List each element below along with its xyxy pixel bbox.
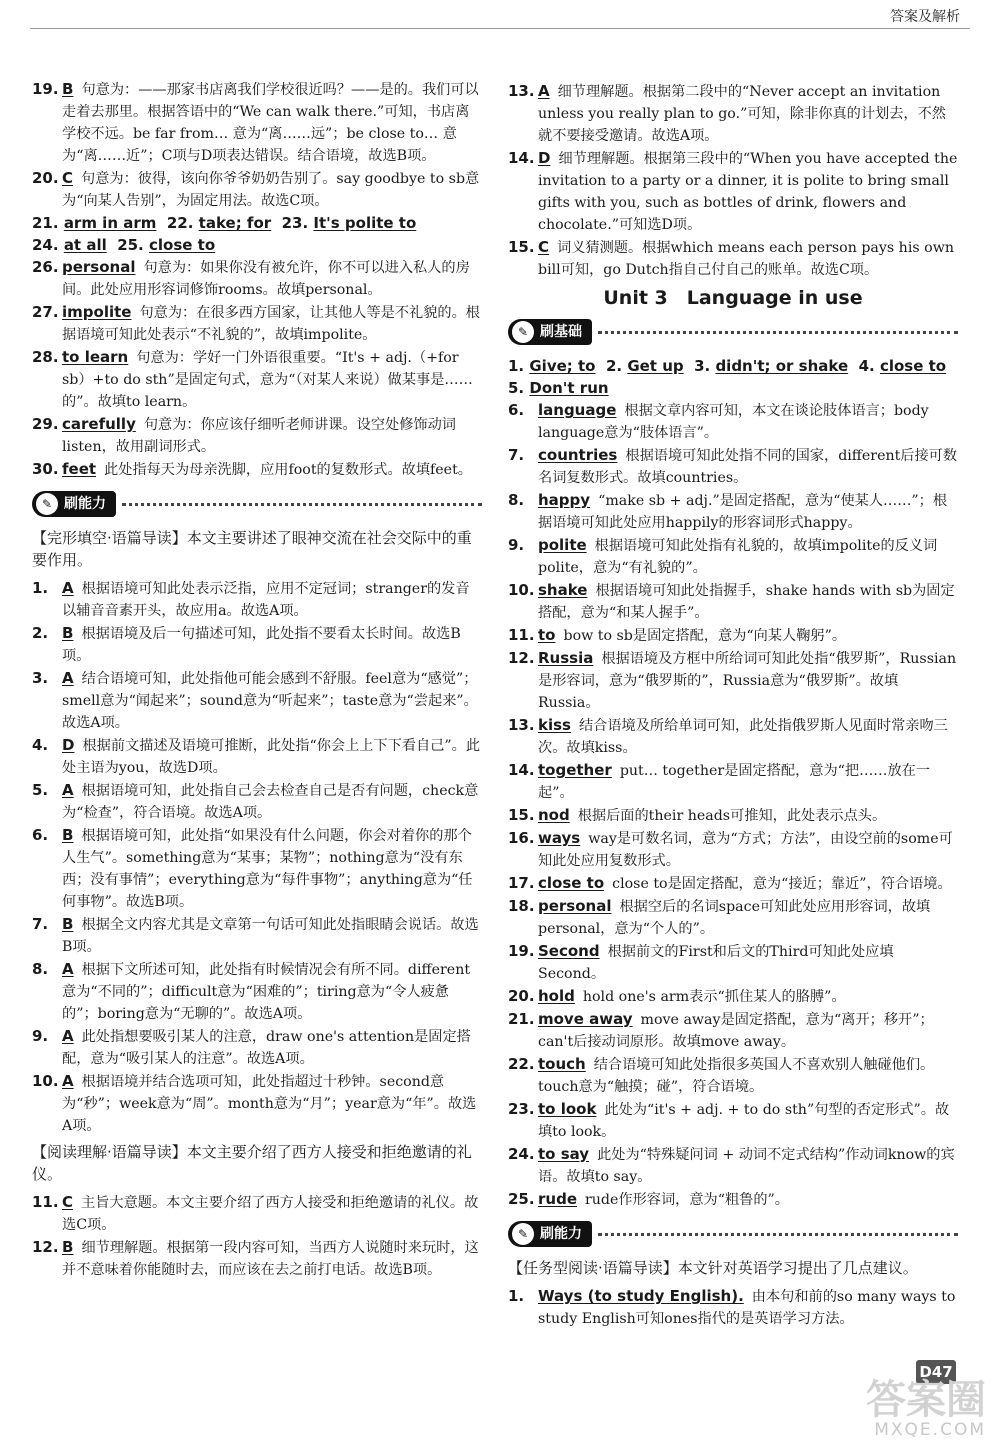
answer-number: 13. xyxy=(508,716,535,734)
answer-entry xyxy=(32,1236,482,1281)
answer-entry xyxy=(32,78,482,167)
answer-entry xyxy=(508,534,958,579)
answer-number: 25. xyxy=(508,1190,535,1208)
answer: impolite xyxy=(62,303,132,321)
answer: C xyxy=(62,169,74,187)
answer: B xyxy=(62,915,74,933)
entry-list xyxy=(32,577,482,1137)
entry-list xyxy=(508,399,958,1211)
answer: touch xyxy=(538,1055,586,1073)
answer-number: 29. xyxy=(32,415,59,433)
explanation: 根据语境可知此处指握手，shake hands with sb为固定搭配，意为“和某人握手”。 xyxy=(538,583,955,621)
answer-entry xyxy=(508,147,958,236)
answer-number: 16. xyxy=(508,829,535,847)
answer: nod xyxy=(538,806,570,824)
answer: personal xyxy=(538,897,612,915)
answer-entry xyxy=(508,80,958,147)
answer-number: 3. xyxy=(32,669,49,687)
answer-entry xyxy=(508,895,958,940)
answer-entry xyxy=(508,1188,958,1211)
answer-entry xyxy=(508,624,958,647)
explanation: 根据语境可知此处表示泛指，应用不定冠词；stranger的发音以辅音音素开头，故应用a。故选A项。 xyxy=(62,581,470,619)
answer-number: 6. xyxy=(508,401,525,419)
answer-number: 15. xyxy=(508,806,535,824)
explanation: 根据前文描述及语境可推断，此处指“你会上上下下看自己”。此处主语为you，故选D项。 xyxy=(62,738,481,776)
answer: to learn xyxy=(62,348,129,366)
explanation: rude作形容词，意为“粗鲁的”。 xyxy=(585,1192,789,1208)
explanation: 由本句和前的so many ways to study English可知ones指代的是英语学习方法。 xyxy=(538,1289,956,1327)
explanation: way是可数名词，意为“方式；方法”，由设空前的some可知此处应用复数形式。 xyxy=(538,831,953,869)
entry-list xyxy=(32,78,482,212)
answer: Second xyxy=(538,942,600,960)
answer-entry xyxy=(508,1285,958,1330)
section-label: 刷基础 xyxy=(540,324,582,340)
explanation: 词义猜测题。根据which means each person pays his own bill可知，go Dutch指自己付自己的账单。故选C项。 xyxy=(538,240,954,278)
answer: B xyxy=(62,826,74,844)
reading-guide: 【阅读理解·语篇导读】本文主要介绍了西方人接受和拒绝邀请的礼仪。 xyxy=(32,1143,472,1183)
answer-number: 25. xyxy=(117,236,144,254)
answer-entry xyxy=(32,1025,482,1070)
answer-entry xyxy=(508,1008,958,1053)
answer: C xyxy=(538,238,550,256)
answer-number: 22. xyxy=(508,1055,535,1073)
answer: Ways (to study English). xyxy=(538,1287,744,1305)
answer-entry xyxy=(32,413,482,458)
explanation: move away是固定搭配，意为“离开；移开”；can't后接动词原形。故填move away。 xyxy=(538,1012,934,1050)
answer: to look xyxy=(538,1100,597,1118)
answer: to say xyxy=(538,1145,590,1163)
explanation: 细节理解题。根据第一段内容可知，当西方人说随时来玩时，这并不意味着你能随时去，而应该在去之前打电话。故选B项。 xyxy=(62,1240,479,1278)
answer-number: 8. xyxy=(508,491,525,509)
answer-entry xyxy=(32,577,482,622)
answer-entry xyxy=(32,167,482,212)
answer-number: 18. xyxy=(508,897,535,915)
answer: D xyxy=(538,149,551,167)
answer-entry xyxy=(508,714,958,759)
answer-number: 2. xyxy=(605,357,623,375)
answer-number: 22. xyxy=(166,214,194,232)
answer-entry xyxy=(508,399,958,444)
explanation: 根据前文的First和后文的Third可知此处应填Second。 xyxy=(538,944,894,982)
answer-number: 30. xyxy=(32,460,59,478)
right-column xyxy=(508,80,958,1330)
answer-entry xyxy=(508,985,958,1008)
answer-entry xyxy=(508,827,958,872)
answer-entry xyxy=(32,824,482,913)
explanation: 结合语境及所给单词可知，此处指俄罗斯人见面时常亲吻三次。故填kiss。 xyxy=(538,718,948,756)
answer-number: 5. xyxy=(32,781,49,799)
answer: B xyxy=(62,1238,74,1256)
explanation: 句意为：在很多西方国家，让其他人等是不礼貌的。根据语境可知此处表示“不礼貌的”，故填impolite。 xyxy=(62,305,480,343)
explanation: 根据全文内容尤其是文章第一句话可知此处指眼睛会说话。故选B项。 xyxy=(62,917,479,955)
watermark xyxy=(796,1377,986,1440)
section-label: 刷能力 xyxy=(64,496,106,512)
explanation: 根据语境可知，此处指自己会去检查自己是否有问题，check意为“检查”，符合语境。故选A项。 xyxy=(62,783,479,821)
answer-number: 24. xyxy=(508,1145,535,1163)
multi-answers xyxy=(32,212,482,234)
answer: A xyxy=(62,960,74,978)
answer: countries xyxy=(538,446,618,464)
explanation: 根据语境可知，此处指“如果没有什么问题，你会对着你的那个人生气”。something意为“某事；某物”；nothing意为“没有东西；没有事情”；everything意为“每件事物”；anything意为“任何事物”。故选B项。 xyxy=(62,828,473,910)
answer: together xyxy=(538,761,612,779)
answer-number: 1. xyxy=(32,579,49,597)
answer-number: 17. xyxy=(508,874,535,892)
answer: close to xyxy=(879,357,947,375)
answer: Get up xyxy=(627,357,684,375)
reading-guide: 【完形填空·语篇导读】本文主要讲述了眼神交流在社会交际中的重要作用。 xyxy=(32,529,472,569)
answer: kiss xyxy=(538,716,571,734)
answer: Don't run xyxy=(529,379,609,397)
answer-number: 12. xyxy=(508,649,535,667)
answer-entry xyxy=(32,346,482,413)
answer-entry xyxy=(32,458,482,481)
answer: take; for xyxy=(198,214,272,232)
answer-entry xyxy=(32,1070,482,1137)
answer-number: 11. xyxy=(32,1193,59,1211)
explanation: 此处指想要吸引某人的注意，draw one's attention是固定搭配，意为“吸引某人的注意”。故选A项。 xyxy=(62,1029,471,1067)
answer-number: 26. xyxy=(32,258,59,276)
answer-entry xyxy=(508,1053,958,1098)
explanation: 根据下文所述可知，此处指有时候情况会有所不同。different意为“不同的”；difficult意为“困难的”；tiring意为“令人疲惫的”；boring意为“无聊的”。故选A项。 xyxy=(62,962,471,1022)
explanation: 此处指每天为母亲洗脚，应用foot的复数形式。故填feet。 xyxy=(104,462,472,478)
answer-number: 14. xyxy=(508,149,535,167)
answer: A xyxy=(62,1027,74,1045)
answer-entry xyxy=(508,1143,958,1188)
entry-list xyxy=(508,80,958,281)
answer: rude xyxy=(538,1190,577,1208)
left-column xyxy=(32,78,482,1281)
answer-entry xyxy=(508,804,958,827)
answer-number: 8. xyxy=(32,960,49,978)
answer-entry xyxy=(508,759,958,804)
answer-number: 19. xyxy=(508,942,535,960)
explanation: 主旨大意题。本文主要介绍了西方人接受和拒绝邀请的礼仪。故选C项。 xyxy=(62,1195,479,1233)
explanation: 结合语境可知此处指很多英国人不喜欢别人触碰他们。touch意为“触摸；碰”，符合语境。 xyxy=(538,1057,935,1095)
answer: A xyxy=(62,669,74,687)
answer-number: 9. xyxy=(32,1027,49,1045)
section-badge xyxy=(32,491,116,517)
explanation: “make sb + adj.”是固定搭配，意为“使某人……”；根据语境可知此处应用happily的形容词形式happy。 xyxy=(538,493,948,531)
answer: hold xyxy=(538,987,575,1005)
answer: A xyxy=(62,1072,74,1090)
answer-entry xyxy=(32,779,482,824)
answer: Russia xyxy=(538,649,594,667)
section-badge xyxy=(508,319,592,345)
explanation: 根据语境可知此处指有礼貌的，故填impolite的反义词polite，意为“有礼貌的”。 xyxy=(538,538,938,576)
section-header-basic xyxy=(508,317,958,347)
entry-list xyxy=(32,1191,482,1281)
entry-list xyxy=(508,1285,958,1330)
explanation: 句意为：学好一门外语很重要。“It's + adj.（+for sb）+to do sth”是固定句式，意为“（对某人来说）做某事是……的”。故填to learn。 xyxy=(62,350,473,410)
answer-entry xyxy=(508,872,958,895)
answer-entry xyxy=(508,940,958,985)
answer-number: 23. xyxy=(508,1100,535,1118)
answer-entry xyxy=(32,301,482,346)
answer-number: 2. xyxy=(32,624,49,642)
answer: B xyxy=(62,624,74,642)
answer-entry xyxy=(32,958,482,1025)
multi-answers xyxy=(508,377,958,399)
answer: personal xyxy=(62,258,136,276)
answer-number: 7. xyxy=(508,446,525,464)
answer-number: 13. xyxy=(508,82,535,100)
section-badge xyxy=(508,1221,592,1247)
header-rule xyxy=(30,28,970,29)
answer-number: 21. xyxy=(32,214,59,232)
explanation: 根据语境并结合选项可知，此处指超过十秒钟。second意为“秒”；week意为“周”。month意为“月”；year意为“年”。故选A项。 xyxy=(62,1074,477,1134)
answer-entry xyxy=(32,622,482,667)
answer-number: 10. xyxy=(32,1072,59,1090)
brush-icon: ✎ xyxy=(512,1223,534,1245)
answer: D xyxy=(62,736,75,754)
dotted-rule xyxy=(598,331,958,334)
answer-number: 27. xyxy=(32,303,59,321)
reading-guide: 【任务型阅读·语篇导读】本文针对英语学习提出了几点建议。 xyxy=(508,1259,918,1277)
answer-number: 3. xyxy=(694,357,711,375)
answer: B xyxy=(62,80,74,98)
answer: language xyxy=(538,401,617,419)
answer-number: 28. xyxy=(32,348,59,366)
answer-number: 4. xyxy=(858,357,875,375)
answer-number: 15. xyxy=(508,238,535,256)
explanation: 根据后面的their heads可推知，此处表示点头。 xyxy=(577,808,887,824)
explanation: bow to sb是固定搭配，意为“向某人鞠躬”。 xyxy=(563,628,847,644)
answer-number: 24. xyxy=(32,236,59,254)
explanation: 句意为：你应该仔细听老师讲课。设空处修饰动词listen，故用副词形式。 xyxy=(62,417,456,455)
dotted-rule xyxy=(122,503,482,506)
answer-number: 14. xyxy=(508,761,535,779)
header-title: 答案及解析 xyxy=(890,9,960,25)
answer-number: 19. xyxy=(32,80,59,98)
page-number: D47 xyxy=(916,1360,956,1384)
answer: A xyxy=(62,579,74,597)
answer-number: 11. xyxy=(508,626,535,644)
answer: carefully xyxy=(62,415,136,433)
explanation: 结合语境可知，此处指他可能会感到不舒服。feel意为“感觉”；smell意为“闻起来”；sound意为“听起来”；taste意为“尝起来”。故选A项。 xyxy=(62,671,478,731)
explanation: 句意为：如果你没有被允许，你不可以进入私人的房间。此处应用形容词修饰rooms。故填personal。 xyxy=(62,260,470,298)
explanation: close to是固定搭配，意为“接近；靠近”，符合语境。 xyxy=(612,876,952,892)
multi-answers xyxy=(508,355,958,377)
answer-number: 6. xyxy=(32,826,49,844)
answer-number: 12. xyxy=(32,1238,59,1256)
answer: happy xyxy=(538,491,591,509)
multi-answers xyxy=(32,234,482,256)
explanation: 句意为：——那家书店离我们学校很近吗？——是的。我们可以走着去那里。根据答语中的“We can walk there.”可知，书店离学校不远。be far from… 意为“离……远”；be close to… 意为“离……近”；C项与D项表达错误。结合语境，故选B项。 xyxy=(62,82,479,164)
answer: Give; to xyxy=(529,357,596,375)
brush-icon: ✎ xyxy=(36,493,58,515)
answer-number: 1. xyxy=(508,1287,525,1305)
explanation: hold one's arm表示“抓住某人的胳膊”。 xyxy=(582,989,846,1005)
answer: shake xyxy=(538,581,588,599)
explanation: 根据语境可知此处指不同的国家，different后接可数名词复数形式。故填countries。 xyxy=(538,448,958,486)
answer-number: 20. xyxy=(508,987,535,1005)
answer: move away xyxy=(538,1010,633,1028)
explanation: 细节理解题。根据第三段中的“When you have accepted the invitation to a party or a dinner, it is polite to bring small gifts with you, such as bottles of drink, flowers and chocolate.”可知选D项。 xyxy=(538,151,958,233)
answer-number: 4. xyxy=(32,736,49,754)
answer: polite xyxy=(538,536,587,554)
answer-entry xyxy=(508,1098,958,1143)
answer: to xyxy=(538,626,556,644)
watermark-url: MXQE.COM xyxy=(874,1420,986,1440)
answer-number: 21. xyxy=(508,1010,535,1028)
answer-entry xyxy=(508,647,958,714)
section-label: 刷能力 xyxy=(540,1226,582,1242)
answer: feet xyxy=(62,460,97,478)
answer: A xyxy=(538,82,550,100)
answer: at all xyxy=(63,236,107,254)
explanation: put… together是固定搭配，意为“把……放在一起”。 xyxy=(538,763,931,801)
answer: arm in arm xyxy=(63,214,157,232)
answer-entry xyxy=(508,444,958,489)
answer-entry xyxy=(32,734,482,779)
answer-entry xyxy=(32,667,482,734)
answer-number: 10. xyxy=(508,581,535,599)
answer-number: 5. xyxy=(508,379,525,397)
answer-entry xyxy=(32,913,482,958)
explanation: 根据文章内容可知，本文在谈论肢体语言；body language意为“肢体语言”。 xyxy=(538,403,929,441)
answer-number: 23. xyxy=(281,214,309,232)
dotted-rule xyxy=(598,1233,958,1236)
explanation: 此处为“it's + adj. + to do sth”句型的否定形式”。故填to look。 xyxy=(538,1102,950,1140)
section-header-ability xyxy=(32,489,482,519)
answer-number: 1. xyxy=(508,357,525,375)
answer: close to xyxy=(149,236,216,254)
brush-icon: ✎ xyxy=(512,321,534,343)
explanation: 细节理解题。根据第二段中的“Never accept an invitation unless you really plan to go.”可知，除非你真的计划去，不然就不要接受邀请。故选A项。 xyxy=(538,84,946,144)
answer: A xyxy=(62,781,74,799)
answer: close to xyxy=(538,874,605,892)
answer-entry xyxy=(32,1191,482,1236)
answer-entry xyxy=(508,489,958,534)
answer-number: 9. xyxy=(508,536,525,554)
answer-entry xyxy=(508,579,958,624)
answer-entry xyxy=(32,256,482,301)
section-header-ability xyxy=(508,1219,958,1249)
answer-entry xyxy=(508,236,958,281)
explanation: 根据空后的名词space可知此处应用形容词，故填personal，意为“个人的”。 xyxy=(538,899,931,937)
answer: It's polite to xyxy=(313,214,417,232)
explanation: 句意为：彼得，该向你爷爷奶奶告别了。say goodbye to sb意为“向某人告别”，为固定用法。故选C项。 xyxy=(62,171,480,209)
explanation: 根据语境及后一句描述可知，此处指不要看太长时间。故选B项。 xyxy=(62,626,461,664)
explanation: 根据语境及方框中所给词可知此处指“俄罗斯”，Russian是形容词，意为“俄罗斯的”，Russia意为“俄罗斯”。故填Russia。 xyxy=(538,651,957,711)
answer: C xyxy=(62,1193,74,1211)
watermark-logo: 答案圈 xyxy=(866,1377,986,1423)
answer-number: 20. xyxy=(32,169,59,187)
entry-list xyxy=(32,256,482,481)
unit-title: Unit 3 Language in use xyxy=(603,287,863,309)
answer: ways xyxy=(538,829,581,847)
answer-number: 7. xyxy=(32,915,49,933)
answer: didn't; or shake xyxy=(715,357,849,375)
explanation: 此处为“特殊疑问词 + 动词不定式结构”作动词know的宾语。故填to say。 xyxy=(538,1147,955,1185)
